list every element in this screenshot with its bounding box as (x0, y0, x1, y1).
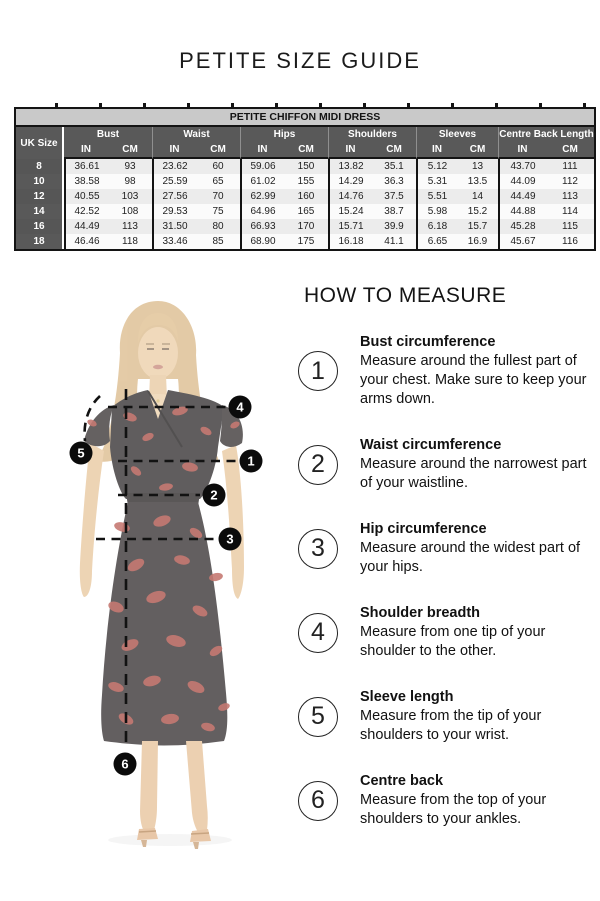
measurement-cell: 29.53 (152, 204, 196, 219)
measurement-cell: 44.49 (64, 219, 108, 234)
measurement-cell: 45.28 (498, 219, 546, 234)
measurement-cell: 27.56 (152, 189, 196, 204)
measurement-cell: 15.24 (328, 204, 372, 219)
size-row (16, 219, 594, 234)
size-row (16, 189, 594, 204)
measurement-cell: 14 (457, 189, 498, 204)
model-left-arm (80, 443, 104, 597)
measurement-cell: 6.65 (416, 234, 457, 249)
svg-text:2: 2 (210, 487, 218, 503)
measure-step-2 (298, 436, 590, 493)
measurement-cell: 6.18 (416, 219, 457, 234)
measurement-cell: 115 (546, 219, 594, 234)
svg-text:6: 6 (121, 756, 129, 772)
figure-marker-6 (114, 753, 137, 776)
measurement-cell: 36.3 (372, 174, 416, 189)
unit-header-cm: CM (108, 142, 152, 159)
measurement-cell: 112 (546, 174, 594, 189)
measurement-cell: 165 (284, 204, 328, 219)
measurement-cell: 5.98 (416, 204, 457, 219)
measurement-cell: 25.59 (152, 174, 196, 189)
model-left-leg (140, 741, 158, 831)
measurement-cell: 36.61 (64, 159, 108, 174)
figure-marker-5 (70, 442, 93, 465)
measurement-cell: 15.2 (457, 204, 498, 219)
uk-size-cell: 10 (16, 174, 64, 189)
measurement-cell: 13.82 (328, 159, 372, 174)
unit-header-cm: CM (196, 142, 240, 159)
measurement-cell: 16.9 (457, 234, 498, 249)
step-number-circle: 5 (298, 697, 338, 737)
measurement-cell: 38.58 (64, 174, 108, 189)
step-description: Measure around the narrowest part of your waistline. (360, 456, 587, 491)
step-text (360, 772, 588, 829)
column-group-header: Shoulders (328, 127, 416, 142)
measurement-cell: 62.99 (240, 189, 284, 204)
unit-header-cm: CM (457, 142, 498, 159)
column-group-header: Hips (240, 127, 328, 142)
step-title: Waist circumference (360, 437, 502, 453)
how-to-measure-heading: HOW TO MEASURE (304, 284, 507, 307)
measurement-cell: 59.06 (240, 159, 284, 174)
measurement-cell: 64.96 (240, 204, 284, 219)
table-title: PETITE CHIFFON MIDI DRESS (16, 109, 594, 127)
model-right-arm (222, 445, 244, 599)
measurement-cell: 108 (108, 204, 152, 219)
figure-marker-2 (203, 484, 226, 507)
measurement-cell: 5.12 (416, 159, 457, 174)
floor-shadow (108, 834, 232, 846)
measurement-cell: 150 (284, 159, 328, 174)
measurement-cell: 113 (108, 219, 152, 234)
measurement-cell: 114 (546, 204, 594, 219)
measurement-cell: 170 (284, 219, 328, 234)
svg-text:4: 4 (236, 399, 244, 415)
unit-header-in: IN (152, 142, 196, 159)
measurement-cell: 15.7 (457, 219, 498, 234)
step-title: Bust circumference (360, 334, 496, 350)
measurement-cell: 13.5 (457, 174, 498, 189)
size-row (16, 159, 594, 174)
measurement-cell: 68.90 (240, 234, 284, 249)
measure-step-5 (298, 688, 590, 745)
step-description: Measure around the widest part of your hips. (360, 540, 581, 575)
size-row (16, 204, 594, 219)
size-chart-table (14, 107, 596, 251)
measurement-cell: 98 (108, 174, 152, 189)
measurement-cell: 14.29 (328, 174, 372, 189)
measure-step-6 (298, 772, 590, 829)
measurement-cell: 14.76 (328, 189, 372, 204)
step-description: Measure from the top of your shoulders to your ankles. (360, 792, 547, 827)
measurement-cell: 13 (457, 159, 498, 174)
measurement-cell: 85 (196, 234, 240, 249)
model-right-leg (186, 741, 208, 832)
uk-size-cell: 12 (16, 189, 64, 204)
measurement-cell: 65 (196, 174, 240, 189)
measurement-cell: 23.62 (152, 159, 196, 174)
measurement-cell: 16.18 (328, 234, 372, 249)
unit-header-cm: CM (284, 142, 328, 159)
measurement-cell: 35.1 (372, 159, 416, 174)
measurement-cell: 60 (196, 159, 240, 174)
step-number-circle: 1 (298, 351, 338, 391)
figure-marker-1 (240, 450, 263, 473)
column-group-header: Waist (152, 127, 240, 142)
measurement-cell: 15.71 (328, 219, 372, 234)
figure-marker-3 (219, 528, 242, 551)
measurement-cell: 37.5 (372, 189, 416, 204)
measurement-cell: 38.7 (372, 204, 416, 219)
step-title: Centre back (360, 773, 444, 789)
measurement-cell: 44.88 (498, 204, 546, 219)
measurement-cell: 40.55 (64, 189, 108, 204)
model-necklace (156, 399, 159, 402)
measure-step-4 (298, 604, 590, 661)
unit-header-in: IN (240, 142, 284, 159)
measure-step-1 (298, 333, 590, 409)
step-description: Measure from one tip of your shoulder to the other. (360, 624, 546, 659)
step-text (360, 688, 588, 745)
step-title: Hip circumference (360, 521, 487, 537)
measurement-cell: 39.9 (372, 219, 416, 234)
size-table-section (14, 103, 593, 251)
measurement-cell: 31.50 (152, 219, 196, 234)
model-photo (80, 301, 244, 849)
measurement-cell: 111 (546, 159, 594, 174)
measurement-cell: 155 (284, 174, 328, 189)
step-number-circle: 3 (298, 529, 338, 569)
model-left-shoe (137, 828, 158, 840)
unit-header-cm: CM (546, 142, 594, 159)
step-title: Sleeve length (360, 689, 454, 705)
svg-text:5: 5 (77, 445, 85, 461)
measurement-cell: 113 (546, 189, 594, 204)
measurement-cell: 5.31 (416, 174, 457, 189)
measurement-cell: 75 (196, 204, 240, 219)
step-text (360, 333, 588, 409)
measurement-cell: 103 (108, 189, 152, 204)
step-description: Measure from the tip of your shoulders to your wrist. (360, 708, 542, 743)
how-to-measure-section (298, 284, 590, 856)
column-group-header-row (16, 127, 594, 142)
page-title: PETITE SIZE GUIDE (179, 48, 421, 73)
column-group-header: Centre Back Length (499, 129, 594, 140)
uk-size-cell: 16 (16, 219, 64, 234)
step-text (360, 436, 588, 493)
measurement-cell: 80 (196, 219, 240, 234)
unit-header-cm: CM (372, 142, 416, 159)
step-text (360, 520, 588, 577)
measurement-cell: 70 (196, 189, 240, 204)
measurement-cell: 33.46 (152, 234, 196, 249)
unit-header-in: IN (328, 142, 372, 159)
measurement-cell: 175 (284, 234, 328, 249)
size-row (16, 174, 594, 189)
measurement-cell: 45.67 (498, 234, 546, 249)
measure-step-3 (298, 520, 590, 577)
unit-header-row (16, 142, 594, 159)
measurement-cell: 5.51 (416, 189, 457, 204)
model-lips (153, 365, 163, 369)
step-text (360, 604, 588, 661)
step-number-circle: 6 (298, 781, 338, 821)
model-figure (30, 295, 295, 880)
model-figure-svg (30, 295, 295, 880)
figure-marker-4 (229, 396, 252, 419)
uk-size-cell: 14 (16, 204, 64, 219)
step-description: Measure around the fullest part of your chest. Make sure to keep your arms down. (360, 353, 587, 407)
measurement-cell: 93 (108, 159, 152, 174)
size-row (16, 234, 594, 249)
uk-size-cell: 18 (16, 234, 64, 249)
column-group-header: Sleeves (416, 127, 498, 142)
uk-size-cell: 8 (16, 159, 64, 174)
measurement-cell: 44.09 (498, 174, 546, 189)
unit-header-in: IN (64, 142, 108, 159)
svg-text:1: 1 (247, 453, 255, 469)
measurement-cell: 160 (284, 189, 328, 204)
measurement-cell: 61.02 (240, 174, 284, 189)
measurement-cell: 42.52 (64, 204, 108, 219)
uk-size-column-header: UK Size (16, 127, 64, 159)
measurement-cell: 116 (546, 234, 594, 249)
measurement-cell: 43.70 (498, 159, 546, 174)
model-face (138, 327, 178, 379)
svg-text:3: 3 (226, 531, 234, 547)
measurement-cell: 44.49 (498, 189, 546, 204)
measurement-cell: 41.1 (372, 234, 416, 249)
step-title: Shoulder breadth (360, 605, 481, 621)
model-right-shoe (190, 829, 211, 842)
measurement-cell: 66.93 (240, 219, 284, 234)
measurement-cell: 46.46 (64, 234, 108, 249)
step-number-circle: 4 (298, 613, 338, 653)
unit-header-in: IN (498, 142, 546, 159)
column-group-header: Bust (64, 127, 152, 142)
measure-steps-list (298, 333, 590, 829)
measurement-cell: 118 (108, 234, 152, 249)
step-number-circle: 2 (298, 445, 338, 485)
unit-header-in: IN (416, 142, 457, 159)
